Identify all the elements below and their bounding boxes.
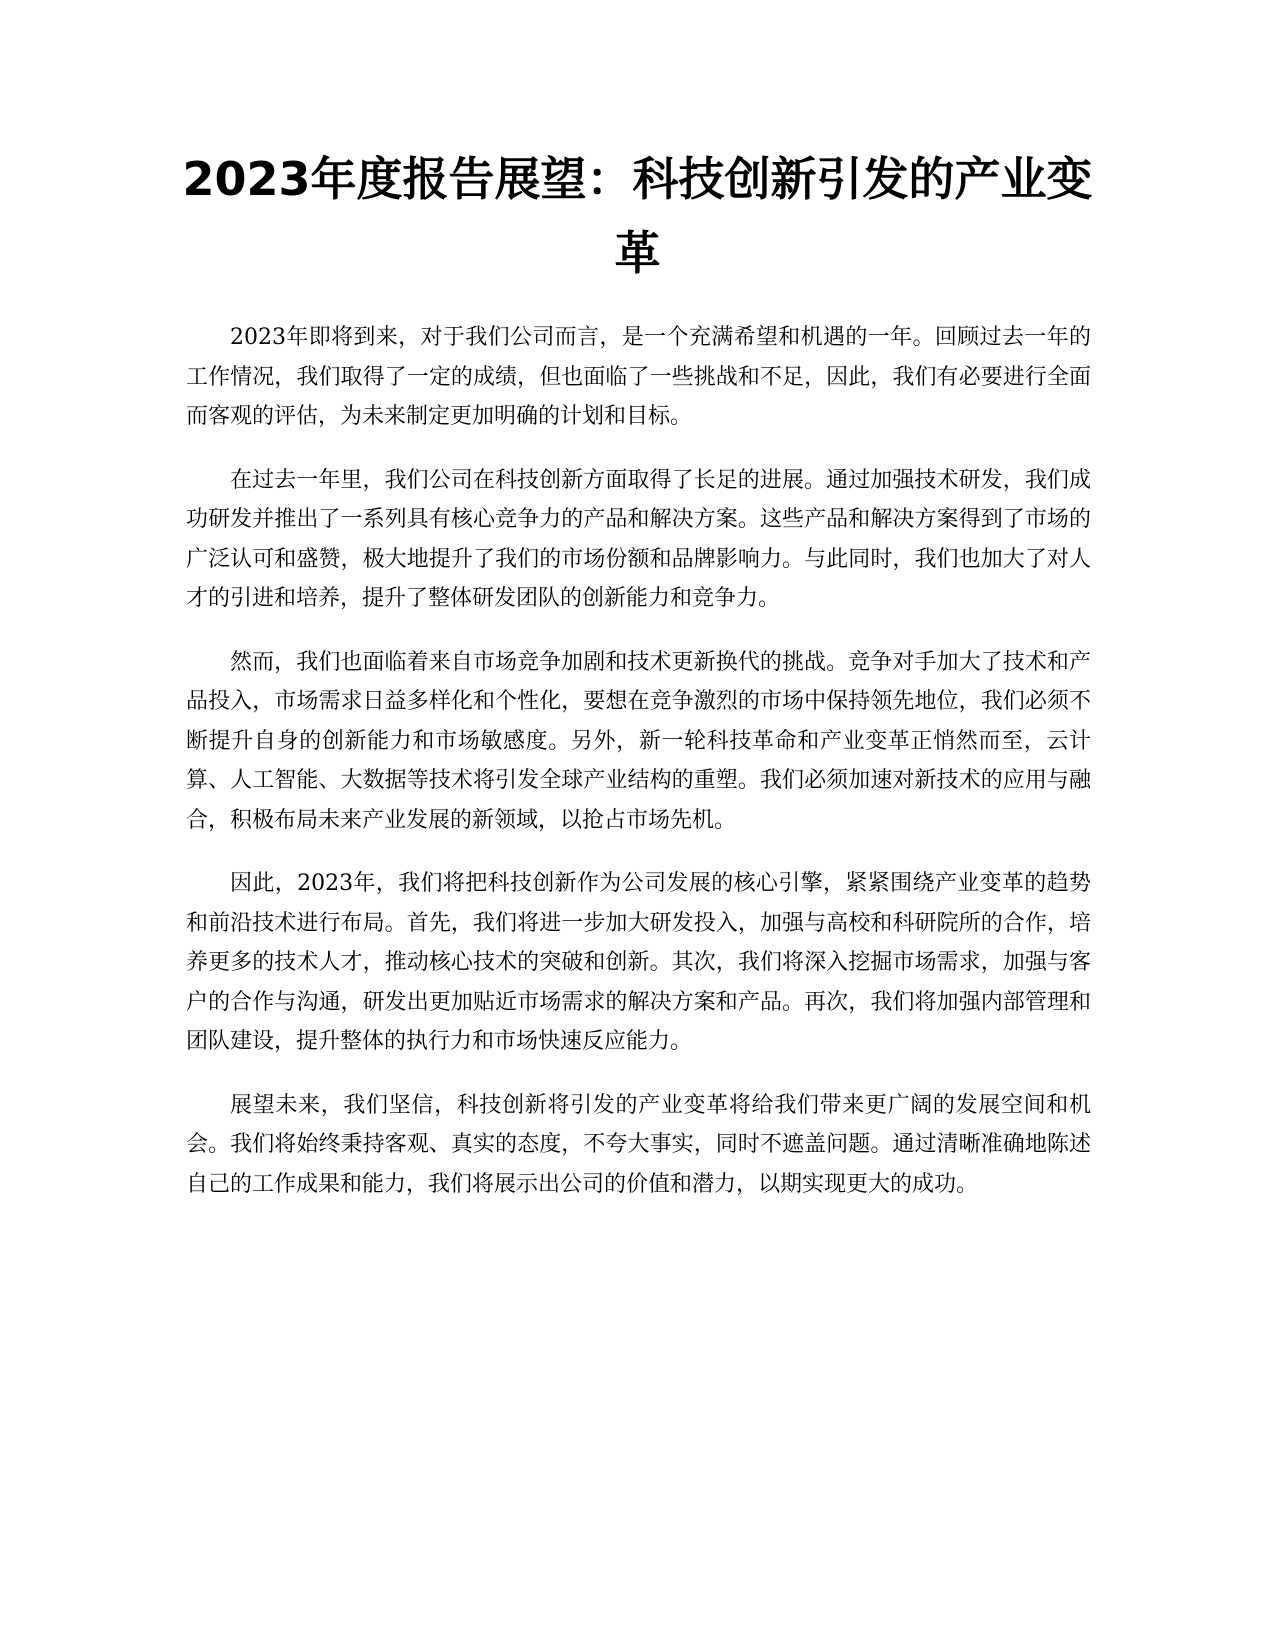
paragraph-5: 展望未来，我们坚信，科技创新将引发的产业变革将给我们带来更广阔的发展空间和机会。我们将始终秉持客观、真实的态度，不夸大事实，同时不遮盖问题。通过清晰准确地陈述自己的工作成果和能力，我们将展示出公司的价值和潜力，以期实现更大的成功。 — [186, 1092, 1091, 1197]
paragraph-4: 因此，2023年，我们将把科技创新作为公司发展的核心引擎，紧紧围绕产业变革的趋势和前沿技术进行布局。首先，我们将进一步加大研发投入，加强与高校和科研院所的合作，培养更多的技术人才，推动核心技术的突破和创新。其次，我们将深入挖掘市场需求，加强与客户的合作与沟通，研发出更加贴近市场需求的解决方案和产品。再次，我们将加强内部管理和团队建设，提升整体的执行力和市场快速反应能力。 — [186, 871, 1091, 1054]
document-body — [186, 318, 1091, 1228]
document-title: 2023年度报告展望：科技创新引发的产业变革 — [182, 152, 1093, 280]
paragraph-1: 2023年即将到来，对于我们公司而言，是一个充满希望和机遇的一年。回顾过去一年的工作情况，我们取得了一定的成绩，但也面临了一些挑战和不足，因此，我们有必要进行全面而客观的评估，为未来制定更加明确的计划和目标。 — [186, 325, 1091, 429]
paragraph-3: 然而，我们也面临着来自市场竞争加剧和技术更新换代的挑战。竞争对手加大了技术和产品投入，市场需求日益多样化和个性化，要想在竞争激烈的市场中保持领先地位，我们必须不断提升自身的创新能力和市场敏感度。另外，新一轮科技革命和产业变革正悄然而至，云计算、人工智能、大数据等技术将引发全球产业结构的重塑。我们必须加速对新技术的应用与融合，积极布局未来产业发展的新领域，以抢占市场先机。 — [186, 649, 1091, 833]
paragraph-2: 在过去一年里，我们公司在科技创新方面取得了长足的进展。通过加强技术研发，我们成功研发并推出了一系列具有核心竞争力的产品和解决方案。这些产品和解决方案得到了市场的广泛认可和盛赞，极大地提升了我们的市场份额和品牌影响力。与此同时，我们也加大了对人才的引进和培养，提升了整体研发团队的创新能力和竞争力。 — [186, 467, 1091, 611]
